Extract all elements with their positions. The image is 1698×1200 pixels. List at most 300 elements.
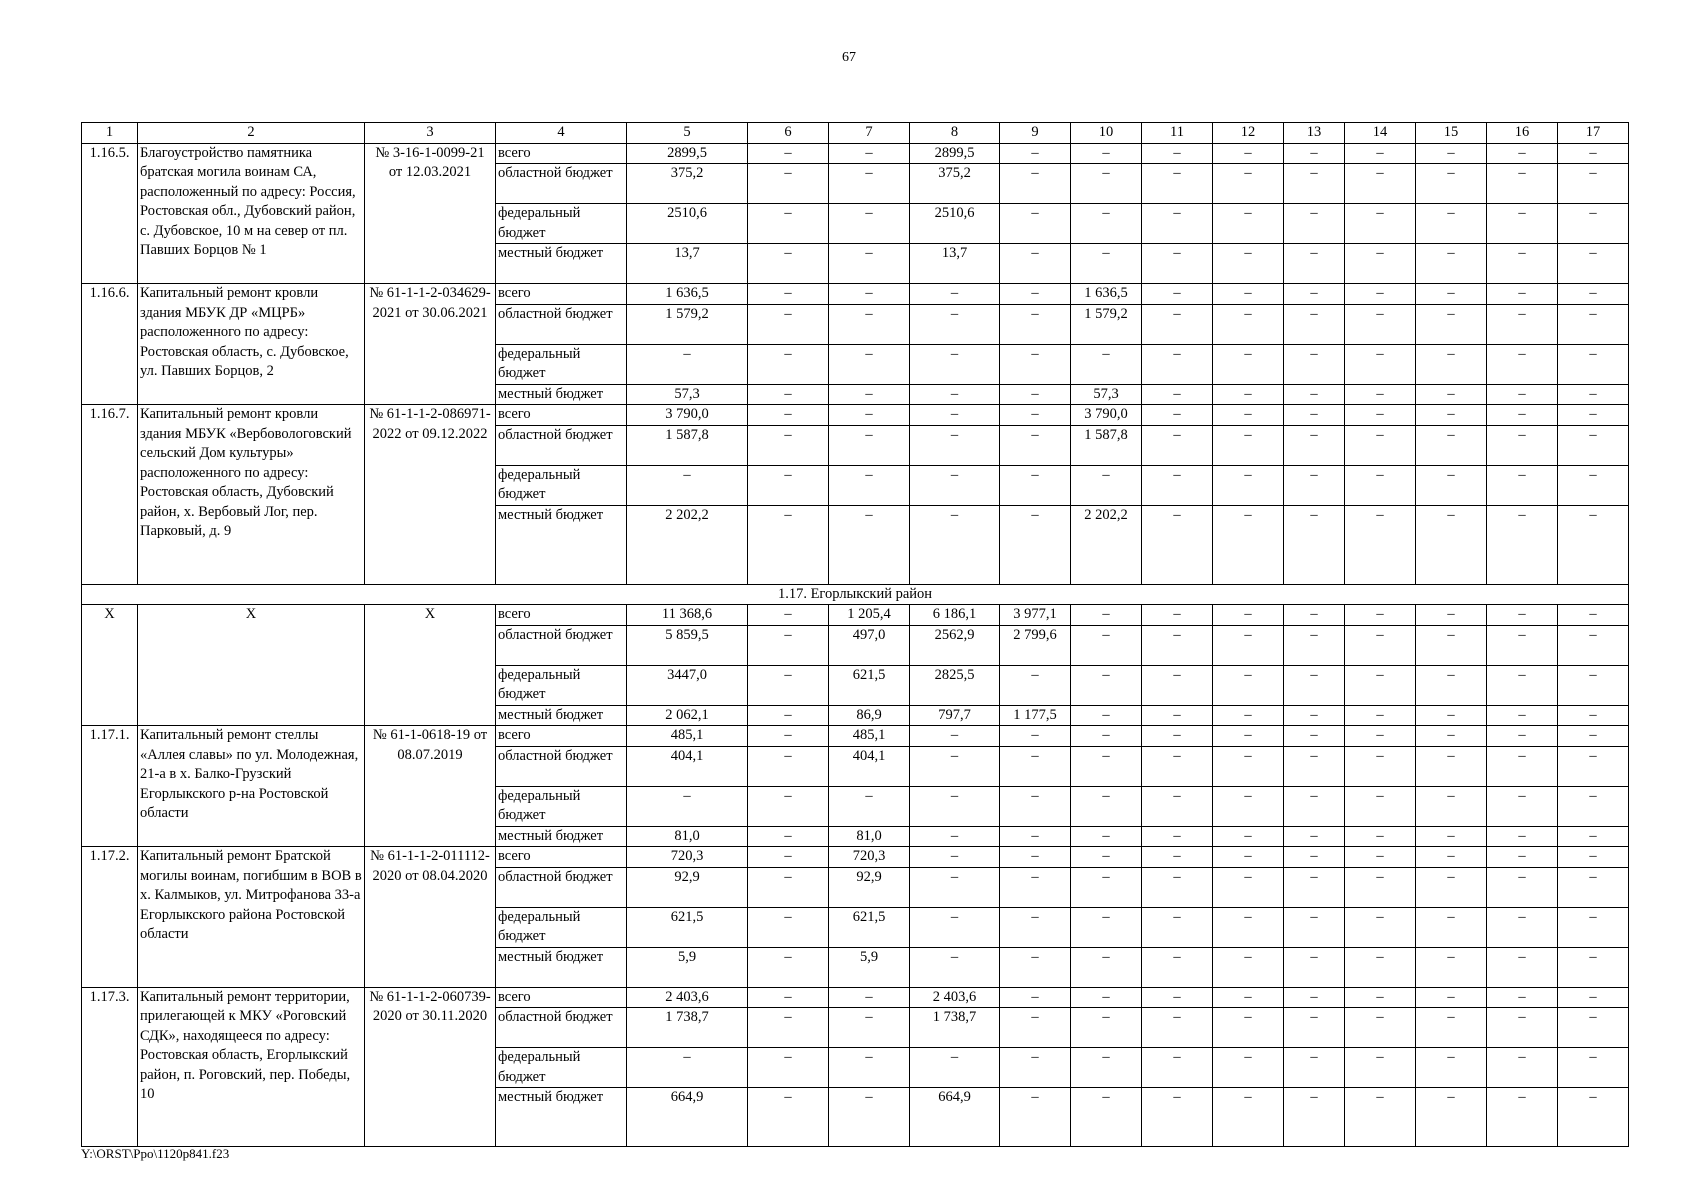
amount-cell: – — [1284, 1008, 1345, 1048]
amount-cell: – — [1000, 425, 1071, 465]
amount-cell: – — [829, 1008, 910, 1048]
amount-cell: – — [1416, 344, 1487, 384]
amount-cell: – — [1284, 1048, 1345, 1088]
item-number: 1.17.1. — [82, 726, 138, 847]
funding-source: областной бюджет — [496, 304, 627, 344]
amount-cell: – — [1071, 1048, 1142, 1088]
amount-cell: – — [1000, 867, 1071, 907]
item-document: № 61-1-1-2-011112-2020 от 08.04.2020 — [365, 847, 496, 988]
funding-source: областной бюджет — [496, 746, 627, 786]
amount-cell: 11 368,6 — [627, 605, 748, 626]
amount-cell: – — [1213, 164, 1284, 204]
page-number: 67 — [842, 50, 856, 65]
amount-cell: – — [1071, 143, 1142, 164]
amount-cell: – — [1213, 204, 1284, 244]
amount-cell: – — [1416, 665, 1487, 705]
amount-cell: – — [1345, 1008, 1416, 1048]
item-document: № 61-1-1-2-034629-2021 от 30.06.2021 — [365, 284, 496, 405]
amount-cell: – — [1284, 1088, 1345, 1147]
amount-cell: – — [1487, 826, 1558, 847]
item-description: Капитальный ремонт кровли здания МБУК «Вербовологовский сельский Дом культуры» расположенного по адресу: Ростовская область, Дубовский район, х. Вербовый Лог, пер. Парковый, д. 9 — [138, 405, 365, 585]
amount-cell: – — [1558, 867, 1629, 907]
amount-cell: – — [1142, 746, 1213, 786]
amount-cell: – — [1345, 705, 1416, 726]
amount-cell: – — [1345, 244, 1416, 284]
amount-cell: 2 062,1 — [627, 705, 748, 726]
amount-cell: – — [1416, 987, 1487, 1008]
amount-cell: – — [748, 425, 829, 465]
amount-cell: 2 202,2 — [627, 505, 748, 584]
amount-cell: – — [1487, 665, 1558, 705]
amount-cell: – — [1000, 987, 1071, 1008]
amount-cell: 2 202,2 — [1071, 505, 1142, 584]
amount-cell: – — [1558, 826, 1629, 847]
funding-source: федеральный бюджет — [496, 204, 627, 244]
amount-cell: 797,7 — [910, 705, 1000, 726]
funding-source: всего — [496, 605, 627, 626]
item-document: № 61-1-1-2-060739-2020 от 30.11.2020 — [365, 987, 496, 1147]
funding-source: местный бюджет — [496, 826, 627, 847]
amount-cell: – — [1142, 465, 1213, 505]
amount-cell: – — [1213, 1048, 1284, 1088]
table-row — [82, 143, 1629, 164]
amount-cell: – — [1000, 847, 1071, 868]
amount-cell: – — [910, 786, 1000, 826]
amount-cell: 720,3 — [829, 847, 910, 868]
amount-cell: – — [1071, 847, 1142, 868]
amount-cell: 485,1 — [627, 726, 748, 747]
amount-cell: – — [1487, 284, 1558, 305]
amount-cell: – — [1071, 987, 1142, 1008]
column-header-row — [82, 123, 1629, 144]
item-number: 1.17.2. — [82, 847, 138, 988]
amount-cell: – — [748, 204, 829, 244]
funding-source: федеральный бюджет — [496, 665, 627, 705]
column-header: 4 — [496, 123, 627, 144]
amount-cell: – — [1142, 344, 1213, 384]
amount-cell: – — [1213, 284, 1284, 305]
column-header: 6 — [748, 123, 829, 144]
amount-cell: 92,9 — [627, 867, 748, 907]
amount-cell: – — [1142, 425, 1213, 465]
amount-cell: 86,9 — [829, 705, 910, 726]
amount-cell: – — [1000, 465, 1071, 505]
amount-cell: – — [748, 344, 829, 384]
column-header: 10 — [1071, 123, 1142, 144]
funding-source: местный бюджет — [496, 244, 627, 284]
amount-cell: – — [1416, 605, 1487, 626]
amount-cell: 2825,5 — [910, 665, 1000, 705]
amount-cell: – — [1142, 143, 1213, 164]
amount-cell: – — [1000, 204, 1071, 244]
amount-cell: – — [1000, 143, 1071, 164]
amount-cell: – — [1000, 344, 1071, 384]
amount-cell: – — [1487, 244, 1558, 284]
amount-cell: – — [1142, 987, 1213, 1008]
amount-cell: 664,9 — [910, 1088, 1000, 1147]
amount-cell: – — [910, 1048, 1000, 1088]
amount-cell: – — [1345, 384, 1416, 405]
amount-cell: – — [748, 1088, 829, 1147]
funding-source: всего — [496, 284, 627, 305]
amount-cell: – — [1071, 665, 1142, 705]
amount-cell: – — [1071, 465, 1142, 505]
table-row — [82, 605, 1629, 626]
table-row — [82, 405, 1629, 426]
amount-cell: – — [829, 164, 910, 204]
amount-cell: – — [1487, 625, 1558, 665]
amount-cell: – — [748, 726, 829, 747]
amount-cell: – — [1345, 665, 1416, 705]
amount-cell: – — [1558, 1048, 1629, 1088]
amount-cell: – — [1416, 284, 1487, 305]
amount-cell: – — [1558, 987, 1629, 1008]
amount-cell: – — [1142, 1008, 1213, 1048]
amount-cell: – — [1071, 244, 1142, 284]
amount-cell: – — [1345, 505, 1416, 584]
column-header: 15 — [1416, 123, 1487, 144]
amount-cell: – — [1284, 826, 1345, 847]
amount-cell: 485,1 — [829, 726, 910, 747]
amount-cell: 3447,0 — [627, 665, 748, 705]
amount-cell: – — [1416, 867, 1487, 907]
amount-cell: – — [1487, 344, 1558, 384]
amount-cell: – — [1416, 746, 1487, 786]
amount-cell: – — [1142, 204, 1213, 244]
amount-cell: 375,2 — [910, 164, 1000, 204]
amount-cell: 3 977,1 — [1000, 605, 1071, 626]
amount-cell: 1 579,2 — [1071, 304, 1142, 344]
amount-cell: – — [910, 284, 1000, 305]
amount-cell: – — [1416, 425, 1487, 465]
amount-cell: – — [1416, 505, 1487, 584]
amount-cell: – — [1416, 465, 1487, 505]
amount-cell: – — [1284, 344, 1345, 384]
funding-source: всего — [496, 987, 627, 1008]
amount-cell: – — [1558, 786, 1629, 826]
amount-cell: – — [1000, 947, 1071, 987]
amount-cell: – — [1213, 1088, 1284, 1147]
amount-cell: – — [1487, 987, 1558, 1008]
amount-cell: – — [1213, 987, 1284, 1008]
amount-cell: – — [1284, 143, 1345, 164]
amount-cell: – — [1142, 726, 1213, 747]
amount-cell: – — [1071, 867, 1142, 907]
amount-cell: 720,3 — [627, 847, 748, 868]
amount-cell: – — [1558, 304, 1629, 344]
amount-cell: – — [1345, 204, 1416, 244]
amount-cell: – — [1071, 625, 1142, 665]
amount-cell: 81,0 — [829, 826, 910, 847]
amount-cell: – — [1142, 304, 1213, 344]
amount-cell: – — [1487, 1008, 1558, 1048]
amount-cell: – — [748, 665, 829, 705]
amount-cell: – — [1071, 1008, 1142, 1048]
table-row — [82, 284, 1629, 305]
amount-cell: – — [1416, 244, 1487, 284]
funding-source: областной бюджет — [496, 625, 627, 665]
amount-cell: – — [748, 1048, 829, 1088]
amount-cell: – — [1142, 847, 1213, 868]
amount-cell: – — [1284, 425, 1345, 465]
funding-source: местный бюджет — [496, 384, 627, 405]
amount-cell: – — [1558, 665, 1629, 705]
amount-cell: – — [1416, 705, 1487, 726]
amount-cell: 1 636,5 — [1071, 284, 1142, 305]
amount-cell: – — [1213, 726, 1284, 747]
amount-cell: – — [1213, 826, 1284, 847]
column-header: 8 — [910, 123, 1000, 144]
amount-cell: 13,7 — [627, 244, 748, 284]
amount-cell: – — [1558, 164, 1629, 204]
amount-cell: – — [910, 907, 1000, 947]
amount-cell: – — [1558, 907, 1629, 947]
funding-source: всего — [496, 143, 627, 164]
amount-cell: – — [829, 1048, 910, 1088]
funding-source: областной бюджет — [496, 867, 627, 907]
amount-cell: – — [1487, 405, 1558, 426]
item-number: 1.17.3. — [82, 987, 138, 1147]
amount-cell: 3 790,0 — [627, 405, 748, 426]
section-row — [82, 584, 1629, 605]
amount-cell: – — [1487, 425, 1558, 465]
amount-cell: – — [748, 164, 829, 204]
amount-cell: 2 799,6 — [1000, 625, 1071, 665]
amount-cell: – — [1213, 384, 1284, 405]
funding-source: местный бюджет — [496, 705, 627, 726]
amount-cell: – — [910, 867, 1000, 907]
amount-cell: – — [1416, 164, 1487, 204]
section-title: 1.17. Егорлыкский район — [82, 584, 1629, 605]
amount-cell: – — [910, 746, 1000, 786]
item-document: № 61-1-1-2-086971-2022 от 09.12.2022 — [365, 405, 496, 585]
amount-cell: – — [1213, 344, 1284, 384]
amount-cell: – — [1284, 625, 1345, 665]
funding-source: местный бюджет — [496, 505, 627, 584]
amount-cell: – — [910, 465, 1000, 505]
amount-cell: – — [1213, 244, 1284, 284]
amount-cell: 497,0 — [829, 625, 910, 665]
amount-cell: – — [1142, 244, 1213, 284]
amount-cell: – — [829, 505, 910, 584]
funding-source: федеральный бюджет — [496, 344, 627, 384]
amount-cell: – — [1213, 405, 1284, 426]
amount-cell: – — [748, 505, 829, 584]
amount-cell: – — [1071, 204, 1142, 244]
amount-cell: – — [1213, 907, 1284, 947]
amount-cell: – — [748, 847, 829, 868]
amount-cell: – — [829, 244, 910, 284]
amount-cell: – — [1213, 625, 1284, 665]
amount-cell: – — [1284, 505, 1345, 584]
amount-cell: – — [1487, 867, 1558, 907]
amount-cell: – — [1416, 1008, 1487, 1048]
budget-table — [81, 122, 1629, 1147]
amount-cell: – — [748, 705, 829, 726]
amount-cell: – — [1416, 384, 1487, 405]
amount-cell: 1 177,5 — [1000, 705, 1071, 726]
amount-cell: – — [748, 786, 829, 826]
amount-cell: – — [1284, 786, 1345, 826]
amount-cell: 5,9 — [829, 947, 910, 987]
amount-cell: – — [748, 605, 829, 626]
amount-cell: – — [1284, 304, 1345, 344]
amount-cell: – — [1345, 344, 1416, 384]
amount-cell: – — [1345, 405, 1416, 426]
table-row — [82, 726, 1629, 747]
amount-cell: – — [627, 465, 748, 505]
amount-cell: – — [748, 867, 829, 907]
amount-cell: 2510,6 — [627, 204, 748, 244]
amount-cell: – — [910, 304, 1000, 344]
amount-cell: – — [1416, 405, 1487, 426]
amount-cell: – — [1071, 786, 1142, 826]
amount-cell: – — [1213, 505, 1284, 584]
amount-cell: – — [1345, 726, 1416, 747]
amount-cell: 621,5 — [627, 907, 748, 947]
funding-source: областной бюджет — [496, 1008, 627, 1048]
amount-cell: – — [1345, 164, 1416, 204]
amount-cell: – — [1558, 625, 1629, 665]
amount-cell: – — [1213, 304, 1284, 344]
amount-cell: – — [1284, 665, 1345, 705]
amount-cell: – — [829, 344, 910, 384]
amount-cell: – — [1000, 1088, 1071, 1147]
amount-cell: – — [748, 244, 829, 284]
amount-cell: – — [1416, 786, 1487, 826]
amount-cell: – — [1000, 746, 1071, 786]
amount-cell: – — [1558, 605, 1629, 626]
amount-cell: – — [1142, 384, 1213, 405]
amount-cell: – — [1071, 164, 1142, 204]
item-description: Капитальный ремонт стеллы «Аллея славы» по ул. Молодежная, 21-а в х. Балко-Грузский Егорлыкского р-на Ростовской области — [138, 726, 365, 847]
amount-cell: – — [1142, 505, 1213, 584]
column-header: 5 — [627, 123, 748, 144]
amount-cell: – — [1142, 1048, 1213, 1088]
amount-cell: – — [1000, 405, 1071, 426]
item-number: 1.16.6. — [82, 284, 138, 405]
column-header: 16 — [1487, 123, 1558, 144]
amount-cell: – — [748, 284, 829, 305]
amount-cell: – — [1558, 1008, 1629, 1048]
amount-cell: – — [910, 344, 1000, 384]
amount-cell: 1 205,4 — [829, 605, 910, 626]
amount-cell: – — [1213, 947, 1284, 987]
amount-cell: – — [1284, 907, 1345, 947]
amount-cell: – — [910, 425, 1000, 465]
amount-cell: – — [1558, 143, 1629, 164]
amount-cell: 664,9 — [627, 1088, 748, 1147]
amount-cell: – — [1142, 907, 1213, 947]
funding-source: всего — [496, 726, 627, 747]
amount-cell: 57,3 — [1071, 384, 1142, 405]
amount-cell: – — [829, 405, 910, 426]
amount-cell: – — [1345, 465, 1416, 505]
amount-cell: – — [1345, 1088, 1416, 1147]
amount-cell: 375,2 — [627, 164, 748, 204]
amount-cell: – — [748, 947, 829, 987]
amount-cell: – — [1558, 405, 1629, 426]
amount-cell: – — [748, 143, 829, 164]
amount-cell: 2899,5 — [627, 143, 748, 164]
amount-cell: – — [748, 1008, 829, 1048]
amount-cell: – — [1000, 164, 1071, 204]
amount-cell: – — [1213, 1008, 1284, 1048]
funding-source: федеральный бюджет — [496, 465, 627, 505]
amount-cell: – — [1213, 465, 1284, 505]
amount-cell: 621,5 — [829, 907, 910, 947]
amount-cell: 404,1 — [627, 746, 748, 786]
amount-cell: – — [1213, 705, 1284, 726]
amount-cell: 1 579,2 — [627, 304, 748, 344]
amount-cell: – — [1487, 746, 1558, 786]
amount-cell: – — [829, 1088, 910, 1147]
amount-cell: – — [1416, 1088, 1487, 1147]
amount-cell: – — [1071, 826, 1142, 847]
amount-cell: – — [1345, 746, 1416, 786]
amount-cell: – — [1345, 625, 1416, 665]
amount-cell: – — [910, 826, 1000, 847]
amount-cell: – — [1284, 405, 1345, 426]
amount-cell: – — [1284, 384, 1345, 405]
amount-cell: – — [829, 204, 910, 244]
column-header: 1 — [82, 123, 138, 144]
amount-cell: – — [1000, 244, 1071, 284]
amount-cell: – — [1487, 1048, 1558, 1088]
item-document: Х — [365, 605, 496, 726]
amount-cell: – — [627, 344, 748, 384]
amount-cell: – — [1284, 705, 1345, 726]
amount-cell: – — [1487, 1088, 1558, 1147]
amount-cell: 1 738,7 — [627, 1008, 748, 1048]
column-header: 14 — [1345, 123, 1416, 144]
amount-cell: – — [910, 726, 1000, 747]
amount-cell: 2510,6 — [910, 204, 1000, 244]
funding-source: областной бюджет — [496, 425, 627, 465]
amount-cell: – — [1000, 907, 1071, 947]
amount-cell: – — [1284, 284, 1345, 305]
funding-source: федеральный бюджет — [496, 786, 627, 826]
amount-cell: – — [1345, 826, 1416, 847]
amount-cell: – — [1558, 847, 1629, 868]
amount-cell: 1 587,8 — [627, 425, 748, 465]
amount-cell: – — [1416, 143, 1487, 164]
amount-cell: 2 403,6 — [910, 987, 1000, 1008]
item-document: № 3-16-1-0099-21 от 12.03.2021 — [365, 143, 496, 284]
amount-cell: – — [1213, 665, 1284, 705]
amount-cell: – — [1142, 164, 1213, 204]
amount-cell: – — [1345, 907, 1416, 947]
amount-cell: – — [748, 907, 829, 947]
amount-cell: – — [1000, 384, 1071, 405]
amount-cell: – — [1071, 1088, 1142, 1147]
amount-cell: – — [1558, 947, 1629, 987]
amount-cell: – — [1284, 164, 1345, 204]
funding-source: областной бюджет — [496, 164, 627, 204]
amount-cell: – — [627, 786, 748, 826]
amount-cell: – — [1284, 847, 1345, 868]
funding-source: всего — [496, 405, 627, 426]
table-row — [82, 847, 1629, 868]
column-header: 11 — [1142, 123, 1213, 144]
amount-cell: 57,3 — [627, 384, 748, 405]
amount-cell: – — [1213, 867, 1284, 907]
amount-cell: 404,1 — [829, 746, 910, 786]
amount-cell: – — [1345, 786, 1416, 826]
amount-cell: – — [1558, 204, 1629, 244]
amount-cell: – — [1416, 304, 1487, 344]
amount-cell: – — [1558, 705, 1629, 726]
